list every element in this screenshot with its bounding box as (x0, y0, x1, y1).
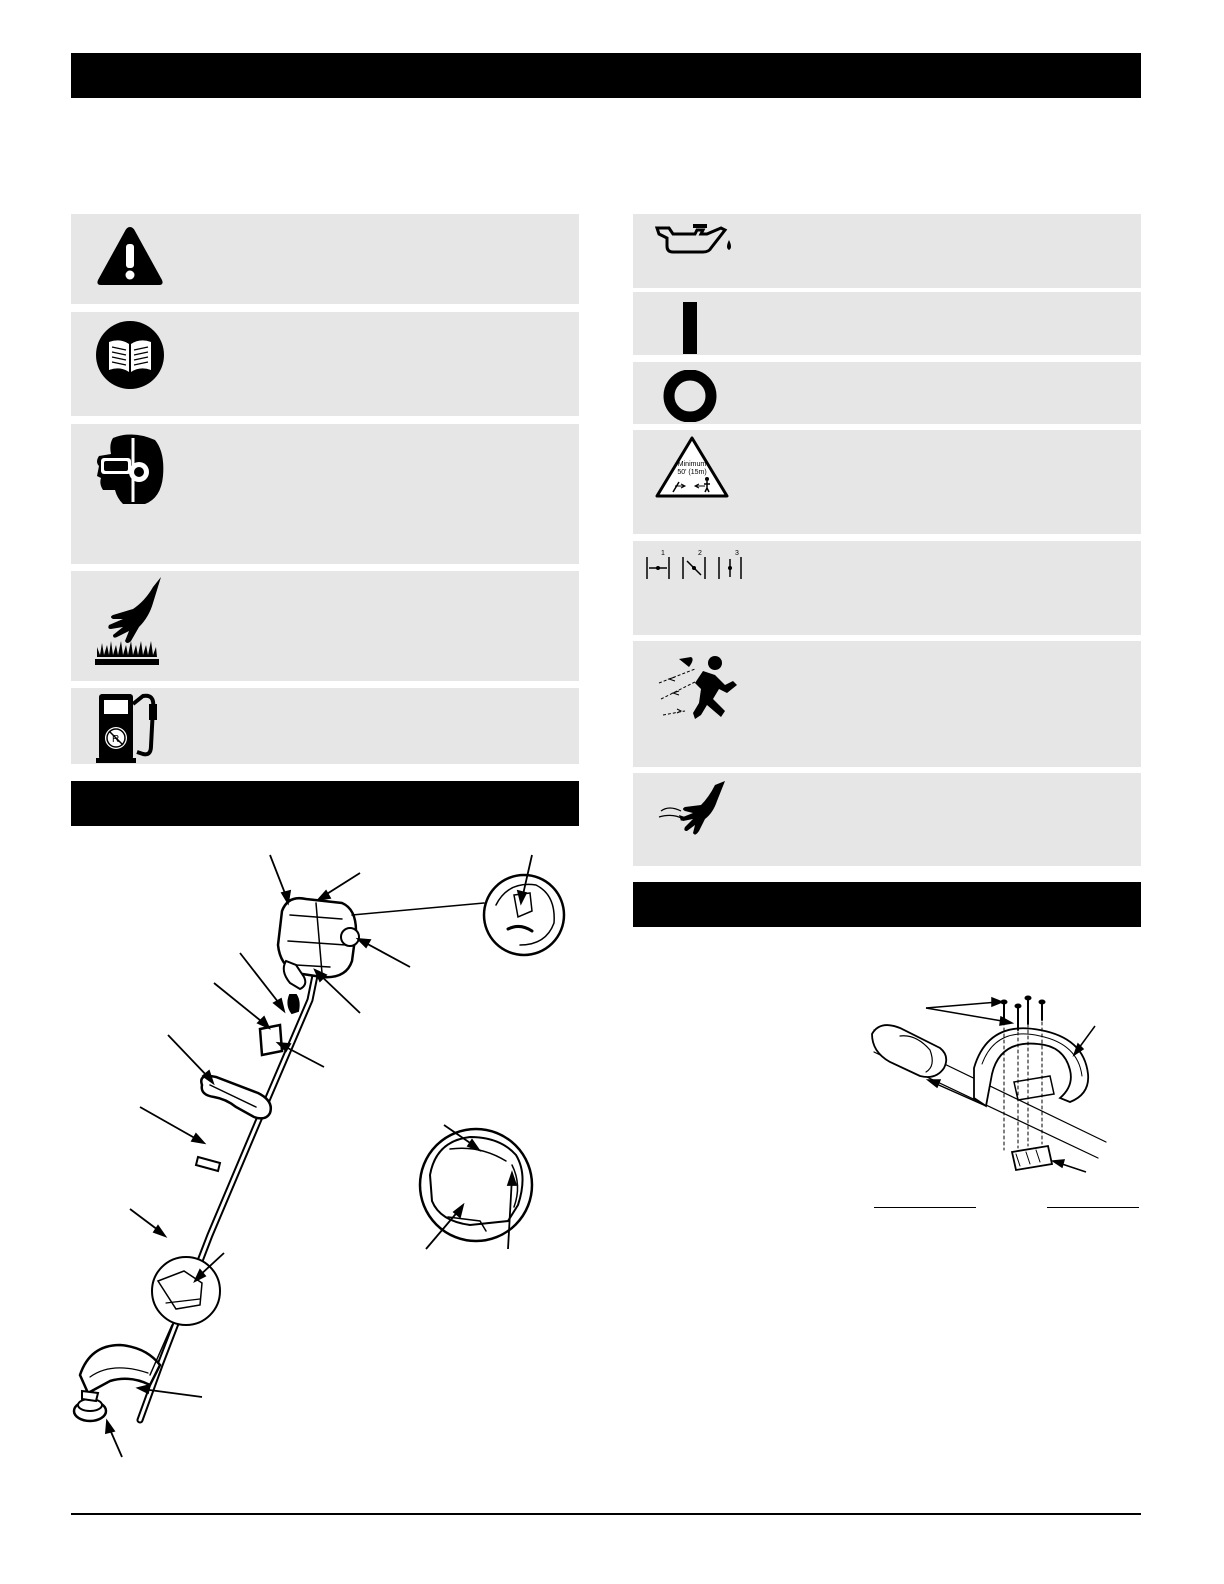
keep-distance-50ft-icon (655, 436, 729, 498)
svg-text:R: R (112, 734, 120, 745)
off-switch-icon (663, 370, 719, 422)
symbol-panel-warning (71, 214, 579, 304)
caption-rule-left (874, 1207, 976, 1208)
warning-triangle-icon (95, 224, 165, 288)
fuel-pump-no-smoking-icon (95, 690, 165, 764)
read-manual-icon (95, 320, 165, 390)
symbol-panel-oil (633, 214, 1141, 288)
symbol-panel-manual (71, 312, 579, 416)
symbol-panel-eye-ear (71, 424, 579, 564)
symbol-panel-thrown-objects (633, 641, 1141, 767)
hot-surface-hand-icon (93, 575, 163, 671)
eye-ear-protection-icon (93, 432, 167, 506)
on-switch-icon (681, 302, 701, 354)
parts-section-bar (71, 781, 579, 826)
symbol-panel-hot-surface (71, 571, 579, 681)
thrown-objects-icon (655, 653, 739, 723)
distance-sign-line1: Minimum (677, 461, 707, 468)
symbol-panel-on (633, 292, 1141, 355)
symbol-panel-distance (633, 430, 1141, 534)
choke-positions-icon (643, 547, 747, 581)
footer-rule (71, 1513, 1141, 1515)
rotating-line-hand-icon (655, 779, 729, 845)
choke-position-2: 2 (698, 550, 702, 557)
symbol-panel-choke (633, 541, 1141, 635)
oil-can-icon (655, 222, 735, 256)
symbol-panel-off (633, 362, 1141, 424)
header-bar (71, 53, 1141, 98)
choke-position-1: 1 (661, 550, 665, 557)
trimmer-parts-diagram (60, 845, 580, 1465)
symbol-panel-fuel (71, 688, 579, 764)
symbol-panel-rotating-line (633, 773, 1141, 866)
handle-assembly-diagram (870, 990, 1115, 1190)
caption-rule-right (1047, 1207, 1139, 1208)
assembly-section-bar (633, 882, 1141, 927)
distance-sign-line2: 50' (15m) (677, 469, 707, 476)
choke-position-3: 3 (735, 550, 739, 557)
